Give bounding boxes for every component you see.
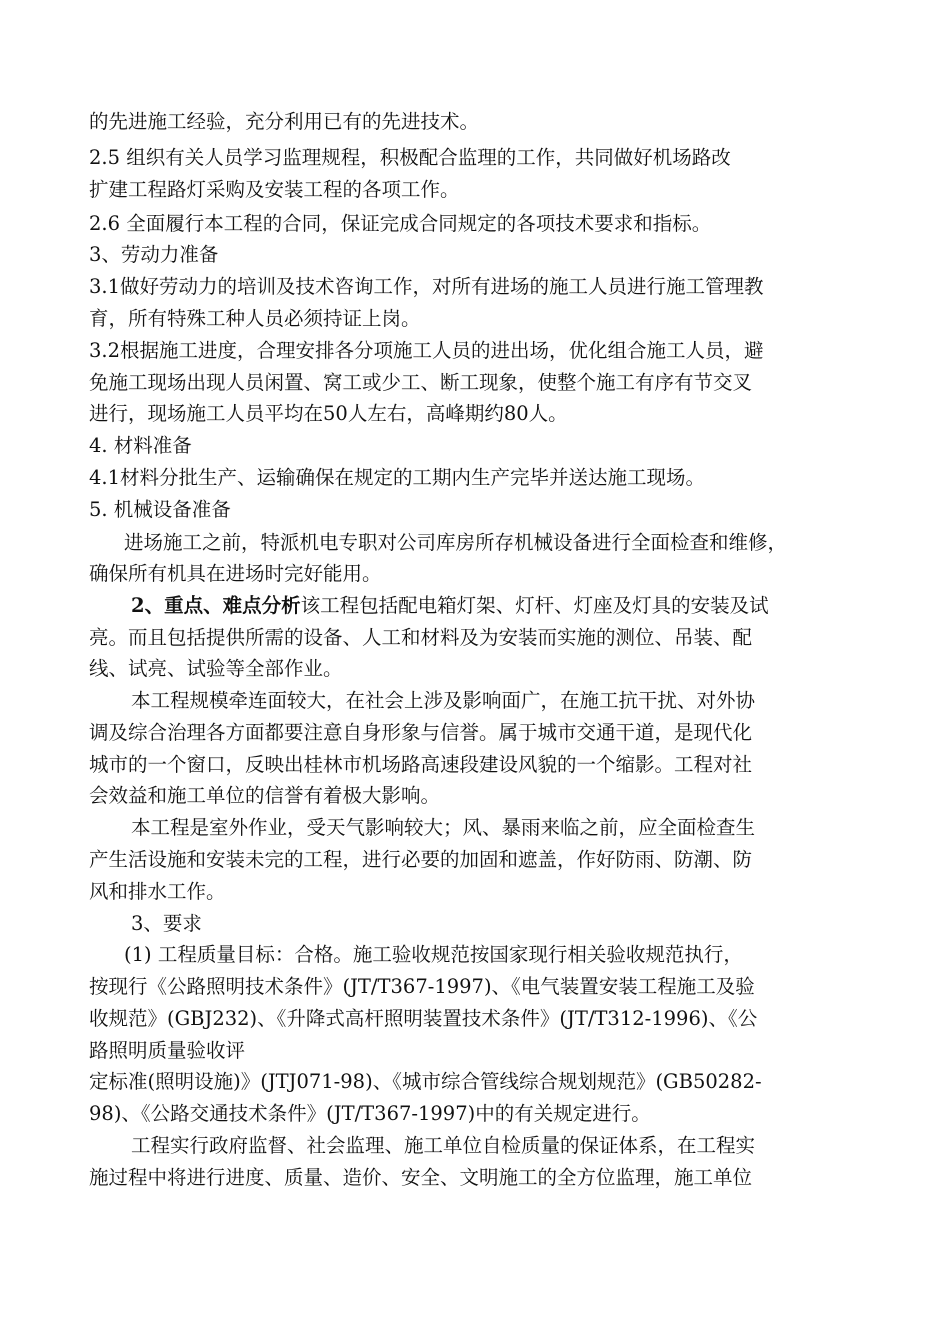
text-line: 进行，现场施工人员平均在50人左右，高峰期约80人。 — [89, 402, 568, 425]
text-line: 3.2根据施工进度，合理安排各分项施工人员的进出场，优化组合施工人员，避 — [89, 339, 764, 362]
text-line: 确保所有机具在进场时完好能用。 — [89, 562, 382, 585]
text-line: 线、试亮、试验等全部作业。 — [89, 657, 343, 680]
text-line: 扩建工程路灯采购及安装工程的各项工作。 — [89, 178, 460, 201]
section-heading-bold: 2、重点、难点分析 — [131, 594, 301, 617]
section-heading: 5. 机械设备准备 — [89, 498, 231, 521]
text-line: 本工程规模牵连面较大，在社会上涉及影响面广，在施工抗干扰、对外协 — [131, 689, 756, 712]
text-line: 路照明质量验收评 — [89, 1039, 246, 1062]
text-line: 工程实行政府监督、社会监理、施工单位自检质量的保证体系，在工程实 — [131, 1134, 756, 1157]
text-line: 进场施工之前，特派机电专职对公司库房所存机械设备进行全面检查和维修， — [124, 531, 788, 554]
text-line: 产生活设施和安装未完的工程，进行必要的加固和遮盖，作好防雨、防潮、防 — [89, 848, 753, 871]
section-heading: 3、要求 — [131, 912, 202, 935]
text-line: 3.1做好劳动力的培训及技术咨询工作，对所有进场的施工人员进行施工管理教 — [89, 275, 764, 298]
text-line: 调及综合治理各方面都要注意自身形象与信誉。属于城市交通干道，是现代化 — [89, 721, 753, 744]
text-line: 98)、《公路交通技术条件》(JT/T367-1997)中的有关规定进行。 — [89, 1102, 651, 1125]
text-line: 4.1材料分批生产、运输确保在规定的工期内生产完毕并送达施工现场。 — [89, 466, 706, 489]
text-line: 定标准(照明设施)》(JTJ071-98)、《城市综合管线综合规划规范》(GB50282- — [89, 1070, 762, 1093]
text-line: 本工程是室外作业，受天气影响较大；风、暴雨来临之前，应全面检查生 — [131, 816, 756, 839]
text-line: 2.5 组织有关人员学习监理规程，积极配合监理的工作，共同做好机场路改 — [89, 146, 731, 169]
section-heading: 4. 材料准备 — [89, 434, 192, 457]
text-line: 免施工现场出现人员闲置、窝工或少工、断工现象，使整个施工有序有节交叉 — [89, 371, 753, 394]
text-line: 会效益和施工单位的信誉有着极大影响。 — [89, 784, 441, 807]
section-heading: 3、劳动力准备 — [89, 243, 219, 266]
text-line: 城市的一个窗口，反映出桂林市机场路高速段建设风貌的一个缩影。工程对社 — [89, 753, 753, 776]
text-line: 施过程中将进行进度、质量、造价、安全、文明施工的全方位监理，施工单位 — [89, 1166, 753, 1189]
text-line: (1) 工程质量目标：合格。施工验收规范按国家现行相关验收规范执行， — [124, 943, 743, 966]
text-line: 收规范》(GBJ232)、《升降式高杆照明装置技术条件》(JT/T312-1996)、《公 — [89, 1007, 758, 1030]
text-line: 该工程包括配电箱灯架、灯杆、灯座及灯具的安装及试 — [300, 594, 769, 617]
text-line: 风和排水工作。 — [89, 880, 226, 903]
text-line: 的先进施工经验，充分利用已有的先进技术。 — [89, 110, 480, 133]
paragraph-line — [131, 592, 769, 620]
text-line: 2.6 全面履行本工程的合同，保证完成合同规定的各项技术要求和指标。 — [89, 212, 712, 235]
text-line: 育，所有特殊工种人员必须持证上岗。 — [89, 307, 421, 330]
text-line: 按现行《公路照明技术条件》(JT/T367-1997)、《电气装置安装工程施工及验 — [89, 975, 755, 998]
text-line: 亮。而且包括提供所需的设备、人工和材料及为安装而实施的测位、吊装、配 — [89, 626, 753, 649]
